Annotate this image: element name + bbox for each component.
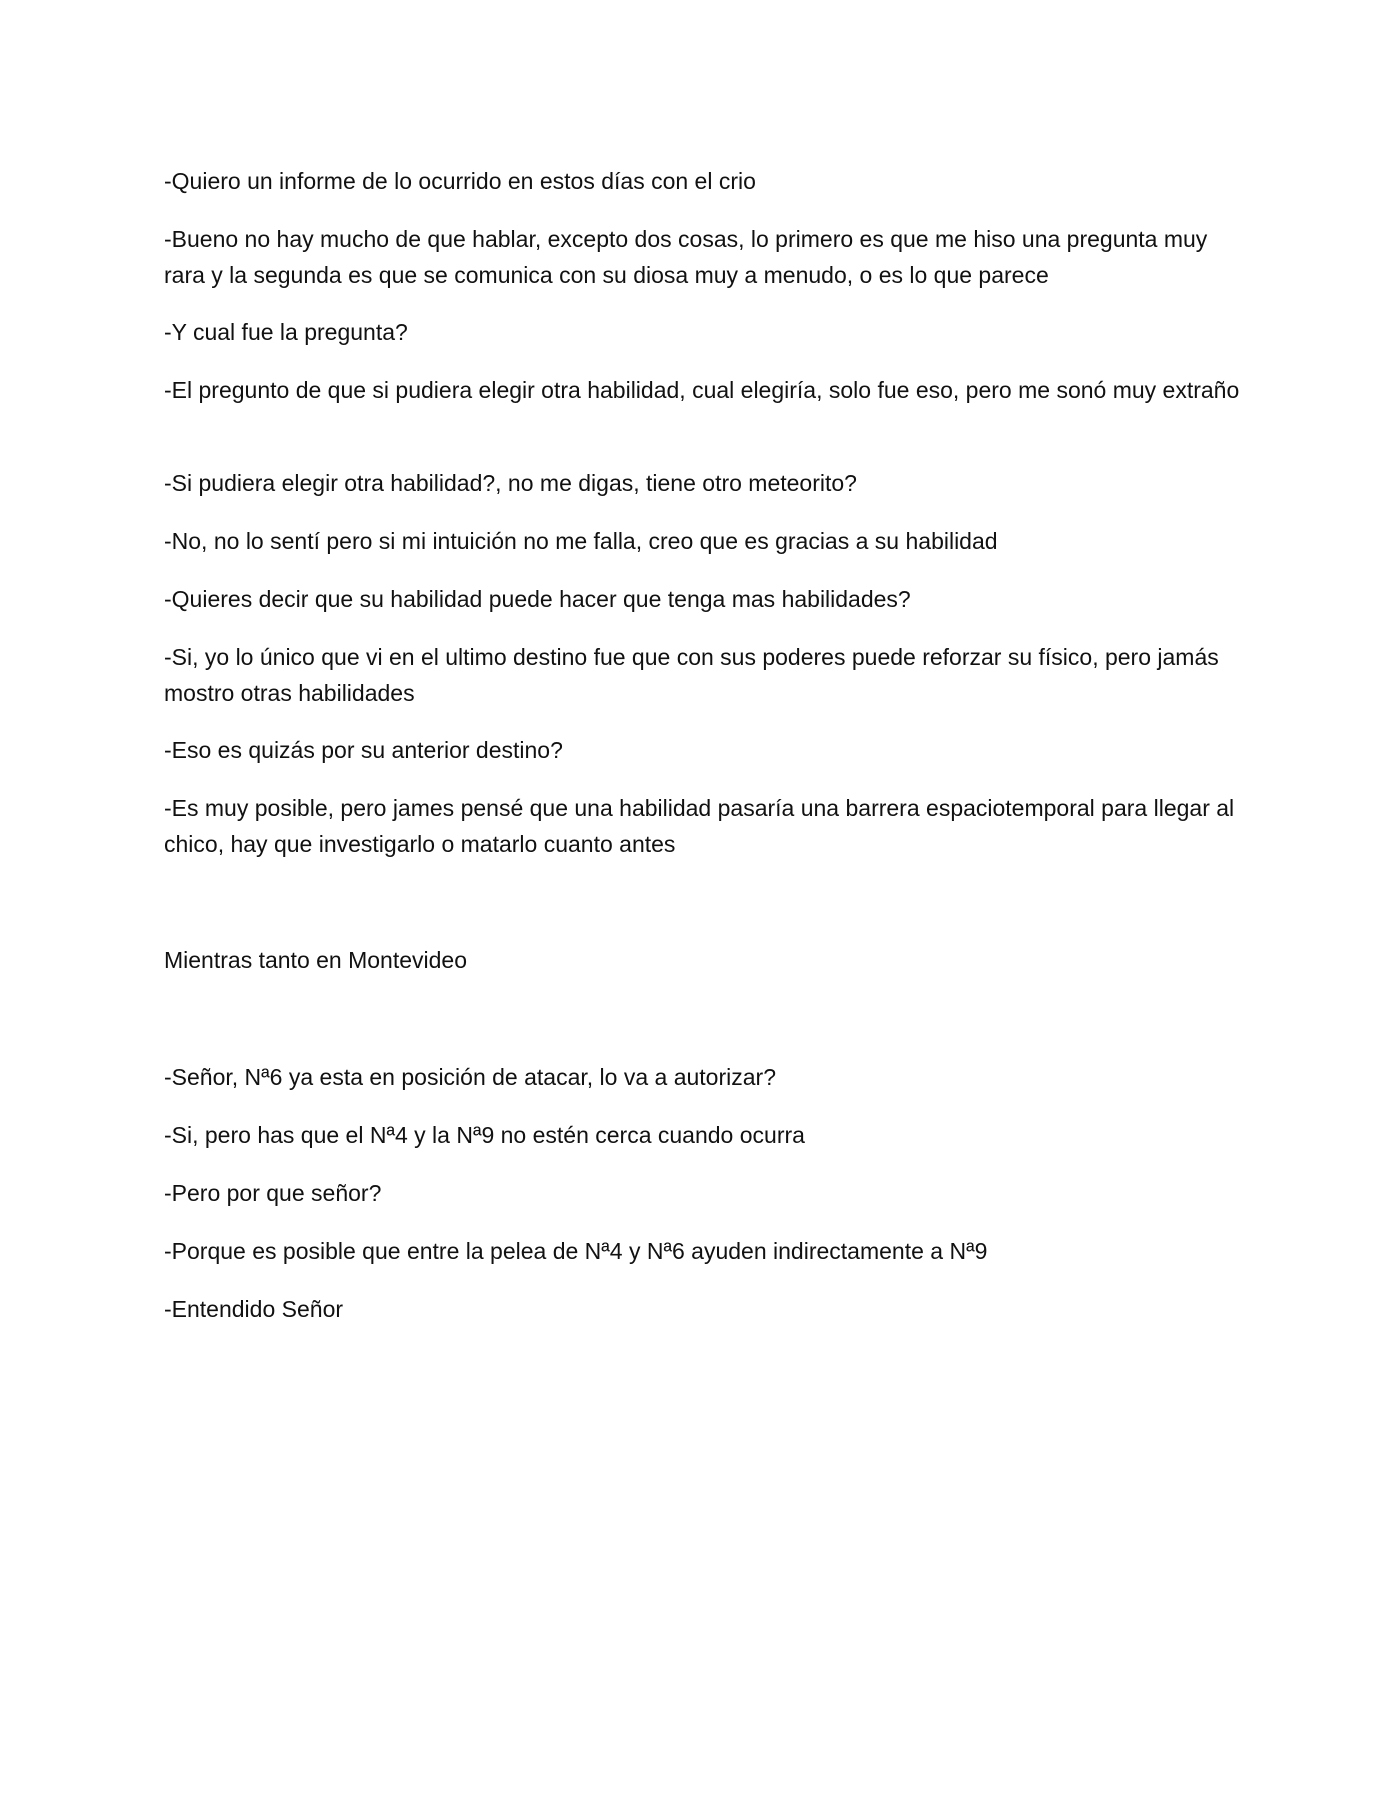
scene-heading: Mientras tanto en Montevideo bbox=[164, 947, 468, 973]
paragraph-10: -Es muy posible, pero james pensé que una habilidad pasaría una barrera espaciotemporal para llegar al chico, hay que investigarlo o matarlo cuanto antes bbox=[164, 795, 1235, 857]
paragraph-7: -Quieres decir que su habilidad puede hacer que tenga mas habilidades? bbox=[164, 586, 911, 612]
paragraph-3: -Y cual fue la pregunta? bbox=[164, 319, 408, 345]
paragraph-5: -Si pudiera elegir otra habilidad?, no me digas, tiene otro meteorito? bbox=[164, 470, 857, 496]
paragraph-15: -Entendido Señor bbox=[164, 1296, 344, 1322]
paragraph-1: -Quiero un informe de lo ocurrido en estos días con el crio bbox=[164, 168, 756, 194]
paragraph-9: -Eso es quizás por su anterior destino? bbox=[164, 737, 563, 763]
paragraph-4: -El pregunto de que si pudiera elegir otra habilidad, cual elegiría, solo fue eso, pero me sonó muy extraño bbox=[164, 377, 1240, 403]
paragraph-13: -Pero por que señor? bbox=[164, 1180, 382, 1206]
paragraph-8: -Si, yo lo único que vi en el ultimo destino fue que con sus poderes puede reforzar su físico, pero jamás mostro otras habilidades bbox=[164, 644, 1219, 706]
paragraph-6: -No, no lo sentí pero si mi intuición no me falla, creo que es gracias a su habilidad bbox=[164, 528, 998, 554]
paragraph-14: -Porque es posible que entre la pelea de Nª4 y Nª6 ayuden indirectamente a Nª9 bbox=[164, 1238, 988, 1264]
paragraph-2: -Bueno no hay mucho de que hablar, excepto dos cosas, lo primero es que me hiso una pregunta muy rara y la segunda es que se comunica con su diosa muy a menudo, o es lo que parece bbox=[164, 226, 1208, 288]
paragraph-11: -Señor, Nª6 ya esta en posición de atacar, lo va a autorizar? bbox=[164, 1064, 776, 1090]
paragraph-12: -Si, pero has que el Nª4 y la Nª9 no estén cerca cuando ocurra bbox=[164, 1122, 805, 1148]
